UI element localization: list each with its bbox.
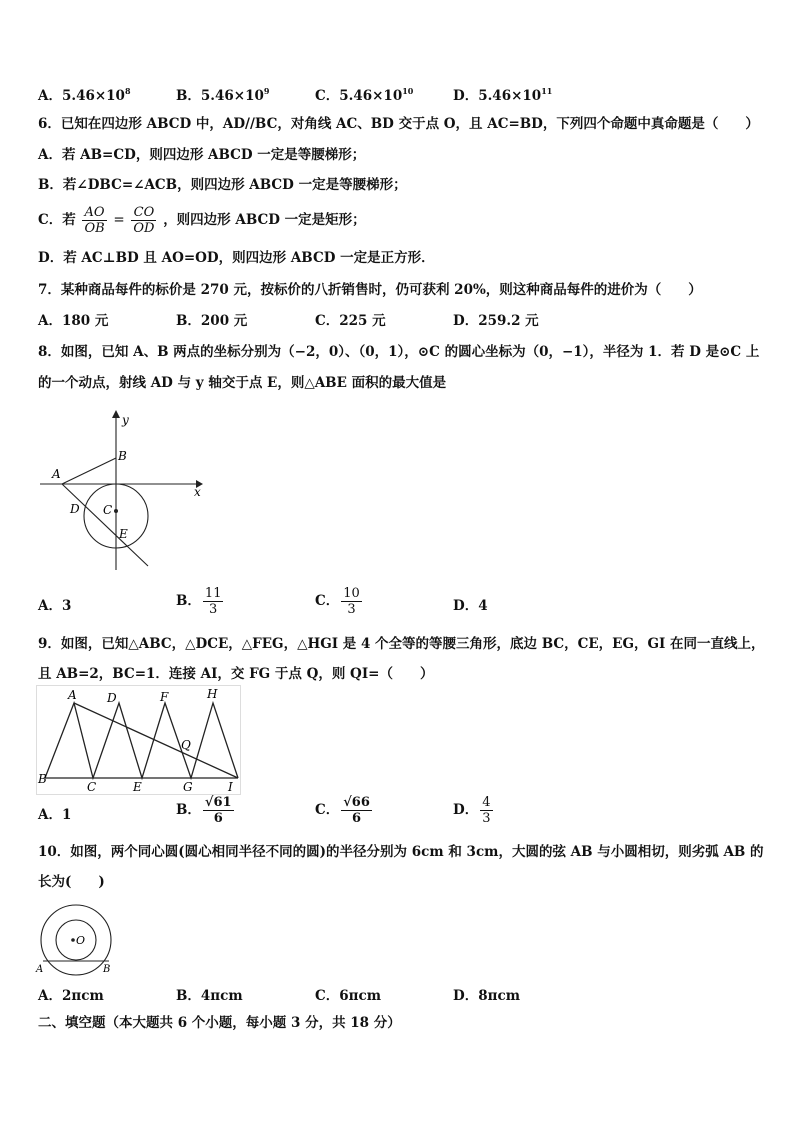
q9-option-b: B． $\frac{√61}{6}$ (176, 795, 232, 826)
q10-option-b: B．4πcm (176, 988, 243, 1004)
segment-ai (74, 703, 238, 778)
q8-stem-line1: 8．如图，已知 A、B 两点的坐标分别为（−2，0）、（0，1），⊙C 的圆心坐标为（0，−1），半径为 1．若 D 是⊙C 上 (38, 344, 760, 360)
label-h: H (207, 687, 218, 701)
label-d: D (70, 502, 80, 516)
q6-option-c: C．若 $\frac{AO}{OB}$ = $\frac{CO}{OD}$ ，则四边形 ABCD 一定是矩形； (38, 205, 366, 236)
ray-ad (62, 484, 148, 566)
fraction-co-od: $\frac{CO}{OD}$ (133, 205, 155, 236)
q8-option-c: C． $\frac{10}{3}$ (315, 586, 360, 617)
y-axis-arrow (112, 410, 120, 418)
label-q: Q (181, 738, 191, 752)
q9-option-c: C． $\frac{√66}{6}$ (315, 795, 370, 826)
q5-option-d: D．$5.46\times 10^{11}$ (453, 86, 553, 104)
q8-stem-line2: 的一个动点，射线 AD 与 y 轴交于点 E，则△ABE 面积的最大值是 (38, 375, 447, 391)
q9-figure (36, 685, 241, 795)
label-b: B (38, 772, 47, 786)
section-2-heading: 二、填空题（本大题共 6 个小题，每小题 3 分，共 18 分） (38, 1015, 401, 1031)
q9-stem-line2: 且 AB=2，BC=1．连接 AI，交 FG 于点 Q，则 QI=（ ） (38, 666, 434, 682)
q10-option-a: A．2πcm (38, 988, 104, 1004)
q6-option-b: B．若∠DBC=∠ACB，则四边形 ABCD 一定是等腰梯形； (38, 177, 407, 193)
label-i: I (228, 780, 233, 794)
q6-option-d: D．若 AC⊥BD 且 AO=OD，则四边形 ABCD 一定是正方形． (38, 250, 435, 266)
label-a: A (52, 467, 61, 481)
label-o: O (76, 934, 86, 947)
q10-option-c: C．6πcm (315, 988, 382, 1004)
q6-option-a: A．若 AB=CD，则四边形 ABCD 一定是等腰梯形； (38, 147, 366, 163)
q5-option-a: A．$5.46\times 10^8$ (38, 86, 131, 104)
label-c: C (103, 503, 113, 517)
q5-option-c: C．$5.46\times 10^{10}$ (315, 86, 414, 104)
q9-stem-line1: 9．如图，已知△ABC，△DCE，△FEG，△HGI 是 4 个全等的等腰三角形，底边 BC，CE，EG，GI 在同一直线上， (38, 636, 765, 652)
q10-stem-line2: 长为( ) (38, 874, 105, 890)
q7-stem: 7．某种商品每件的标价是 270 元，按标价的八折销售时，仍可获利 20%，则这种商品每件的进价为（ ） (38, 282, 702, 298)
label-e: E (119, 527, 128, 541)
triangle-zigzag (45, 703, 238, 778)
label-b: B (118, 449, 127, 463)
q8-option-d: D．4 (453, 598, 488, 614)
label-d: D (107, 691, 117, 705)
q7-option-a: A．180 元 (38, 313, 109, 329)
q8-figure (36, 410, 206, 575)
label-b: B (103, 964, 111, 975)
fraction-ao-ob: $\frac{AO}{OB}$ (84, 205, 105, 236)
q9-option-a: A．1 (38, 807, 72, 823)
label-c: C (87, 780, 97, 794)
q10-stem-line1: 10．如图，两个同心圆(圆心相同半径不同的圆)的半径分别为 6cm 和 3cm，大圆的弦 AB 与小圆相切，则劣弧 AB 的 (38, 844, 764, 860)
label-e: E (133, 780, 142, 794)
center-dot (71, 938, 75, 942)
q7-option-d: D．259.2 元 (453, 313, 539, 329)
label-g: G (183, 780, 193, 794)
q6-stem: 6．已知在四边形 ABCD 中，AD//BC，对角线 AC、BD 交于点 O，且 AC=BD，下列四个命题中真命题是（ ） (38, 116, 759, 132)
segment-ab (62, 458, 116, 484)
q9-option-d: D． $\frac{4}{3}$ (453, 795, 491, 826)
label-a: A (68, 688, 77, 702)
q8-option-b: B． $\frac{11}{3}$ (176, 586, 222, 617)
label-a: A (36, 964, 44, 975)
label-x: x (194, 485, 201, 499)
q10-figure (34, 902, 120, 976)
label-f: F (160, 690, 169, 704)
q8-option-a: A．3 (38, 598, 72, 614)
q7-option-b: B．200 元 (176, 313, 248, 329)
q10-option-d: D．8πcm (453, 988, 520, 1004)
q5-option-b: B．$5.46\times 10^9$ (176, 86, 270, 104)
label-y: y (122, 413, 129, 427)
center-dot (114, 509, 118, 513)
q7-option-c: C．225 元 (315, 313, 386, 329)
